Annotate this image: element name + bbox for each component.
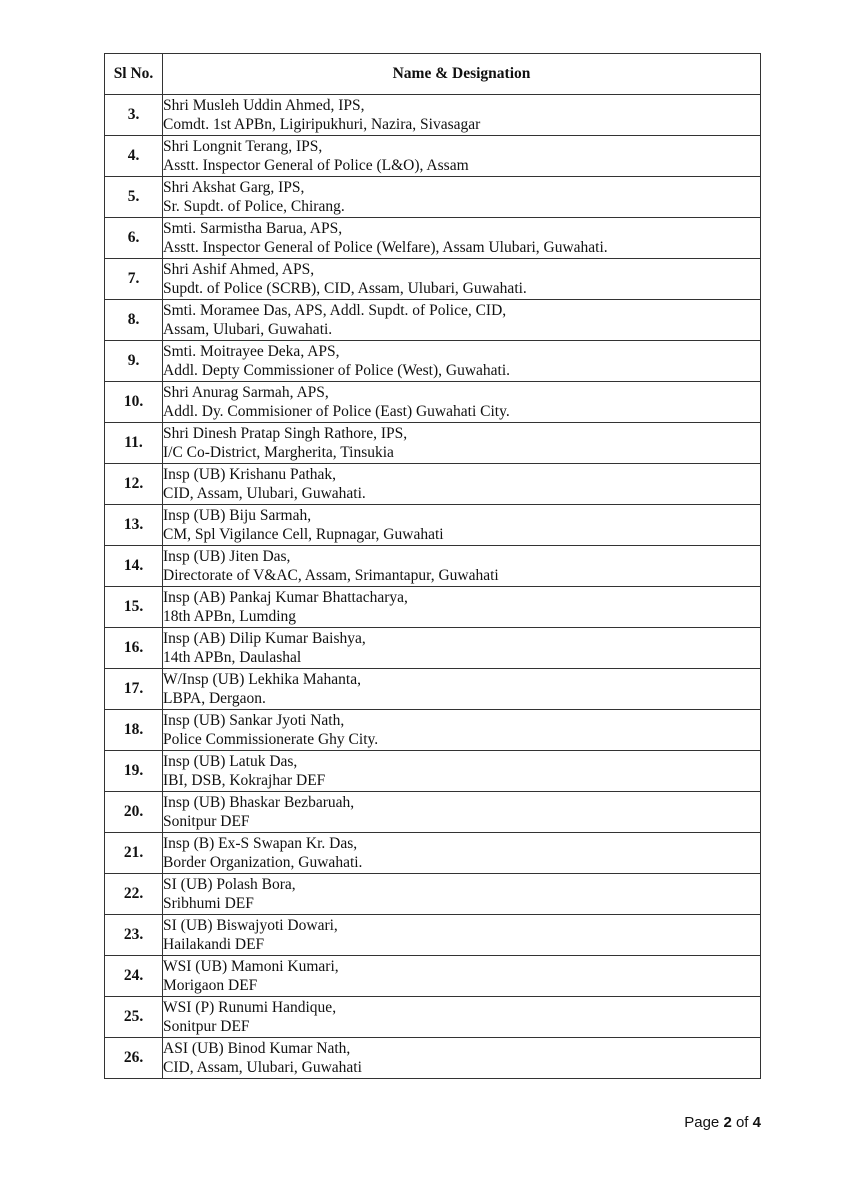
table-row [105, 218, 761, 259]
name-designation-cell [163, 341, 761, 382]
sl-number: 13. [105, 505, 163, 546]
page-number [684, 1114, 761, 1131]
table-row [105, 628, 761, 669]
designation: Directorate of V&AC, Assam, Srimantapur, Guwahati [163, 567, 499, 584]
table-row [105, 1038, 761, 1079]
designation: CID, Assam, Ulubari, Guwahati. [163, 485, 366, 502]
table-row [105, 259, 761, 300]
nominee-table [104, 53, 761, 1079]
name-designation-cell [163, 710, 761, 751]
table-row [105, 669, 761, 710]
sl-number: 21. [105, 833, 163, 874]
name-designation-cell [163, 546, 761, 587]
table-row [105, 874, 761, 915]
current-page: 2 [723, 1114, 732, 1131]
sl-number: 12. [105, 464, 163, 505]
name-designation-cell [163, 300, 761, 341]
name-designation-cell [163, 792, 761, 833]
person-name: WSI (P) Runumi Handique, [163, 998, 337, 1016]
table-row [105, 423, 761, 464]
sl-number: 20. [105, 792, 163, 833]
page-of-label: of [735, 1114, 749, 1131]
person-name: Insp (AB) Dilip Kumar Baishya, [163, 629, 366, 647]
name-designation-cell [163, 1038, 761, 1079]
designation: CM, Spl Vigilance Cell, Rupnagar, Guwahati [163, 526, 444, 543]
designation: Asstt. Inspector General of Police (Welfare), Assam Ulubari, Guwahati. [163, 239, 608, 256]
table-row [105, 95, 761, 136]
designation: Sonitpur DEF [163, 813, 250, 830]
table-row [105, 136, 761, 177]
table-row [105, 177, 761, 218]
designation: Comdt. 1st APBn, Ligiripukhuri, Nazira, Sivasagar [163, 116, 481, 133]
sl-number: 7. [105, 259, 163, 300]
sl-number: 3. [105, 95, 163, 136]
designation: Border Organization, Guwahati. [163, 854, 363, 871]
table-row [105, 546, 761, 587]
name-designation-cell [163, 751, 761, 792]
person-name: Shri Anurag Sarmah, APS, [163, 383, 329, 401]
table-row [105, 792, 761, 833]
person-name: SI (UB) Biswajyoti Dowari, [163, 916, 338, 934]
name-designation-cell [163, 464, 761, 505]
name-designation-cell [163, 833, 761, 874]
person-name: Shri Musleh Uddin Ahmed, IPS, [163, 96, 365, 114]
sl-number: 15. [105, 587, 163, 628]
sl-number: 16. [105, 628, 163, 669]
page-label: Page [684, 1114, 720, 1131]
table-row [105, 382, 761, 423]
name-designation-cell [163, 177, 761, 218]
table-row [105, 751, 761, 792]
table-row [105, 956, 761, 997]
sl-number: 23. [105, 915, 163, 956]
table-row [105, 341, 761, 382]
sl-number: 17. [105, 669, 163, 710]
designation: Morigaon DEF [163, 977, 258, 994]
person-name: SI (UB) Polash Bora, [163, 875, 296, 893]
person-name: Insp (UB) Latuk Das, [163, 752, 298, 770]
person-name: Insp (UB) Sankar Jyoti Nath, [163, 711, 345, 729]
person-name: ASI (UB) Binod Kumar Nath, [163, 1039, 351, 1057]
person-name: Shri Longnit Terang, IPS, [163, 137, 323, 155]
person-name: Shri Dinesh Pratap Singh Rathore, IPS, [163, 424, 408, 442]
name-designation-cell [163, 505, 761, 546]
sl-number: 18. [105, 710, 163, 751]
name-designation-cell [163, 259, 761, 300]
designation: Supdt. of Police (SCRB), CID, Assam, Ulubari, Guwahati. [163, 280, 527, 297]
name-designation-cell [163, 382, 761, 423]
person-name: W/Insp (UB) Lekhika Mahanta, [163, 670, 361, 688]
designation: Assam, Ulubari, Guwahati. [163, 321, 333, 338]
name-designation-cell [163, 218, 761, 259]
sl-number: 25. [105, 997, 163, 1038]
designation: I/C Co-District, Margherita, Tinsukia [163, 444, 394, 461]
sl-number: 4. [105, 136, 163, 177]
sl-no-header: Sl No. [105, 54, 163, 95]
person-name: Smti. Moramee Das, APS, Addl. Supdt. of Police, CID, [163, 301, 507, 319]
designation: Sribhumi DEF [163, 895, 254, 912]
person-name: Smti. Sarmistha Barua, APS, [163, 219, 343, 237]
person-name: Insp (B) Ex-S Swapan Kr. Das, [163, 834, 358, 852]
designation: Hailakandi DEF [163, 936, 265, 953]
person-name: Insp (UB) Jiten Das, [163, 547, 291, 565]
designation: 14th APBn, Daulashal [163, 649, 302, 666]
name-designation-cell [163, 628, 761, 669]
name-designation-cell [163, 423, 761, 464]
name-designation-cell [163, 874, 761, 915]
table-row [105, 300, 761, 341]
sl-number: 24. [105, 956, 163, 997]
sl-number: 22. [105, 874, 163, 915]
sl-number: 14. [105, 546, 163, 587]
person-name: Insp (UB) Krishanu Pathak, [163, 465, 337, 483]
name-designation-cell [163, 136, 761, 177]
person-name: Insp (UB) Bhaskar Bezbaruah, [163, 793, 355, 811]
designation: Police Commissionerate Ghy City. [163, 731, 379, 748]
name-designation-cell [163, 669, 761, 710]
person-name: Shri Akshat Garg, IPS, [163, 178, 305, 196]
table-row [105, 464, 761, 505]
name-designation-cell [163, 915, 761, 956]
table-header-row [105, 54, 761, 95]
sl-number: 9. [105, 341, 163, 382]
person-name: Insp (UB) Biju Sarmah, [163, 506, 312, 524]
person-name: WSI (UB) Mamoni Kumari, [163, 957, 339, 975]
table-body [105, 95, 761, 1079]
table-row [105, 915, 761, 956]
sl-number: 19. [105, 751, 163, 792]
person-name: Smti. Moitrayee Deka, APS, [163, 342, 340, 360]
designation: Sonitpur DEF [163, 1018, 250, 1035]
table-row [105, 833, 761, 874]
designation: Addl. Dy. Commisioner of Police (East) Guwahati City. [163, 403, 510, 420]
designation: 18th APBn, Lumding [163, 608, 297, 625]
designation: IBI, DSB, Kokrajhar DEF [163, 772, 326, 789]
table-row [105, 505, 761, 546]
name-designation-cell [163, 956, 761, 997]
sl-number: 10. [105, 382, 163, 423]
table-row [105, 710, 761, 751]
person-name: Insp (AB) Pankaj Kumar Bhattacharya, [163, 588, 408, 606]
person-name: Shri Ashif Ahmed, APS, [163, 260, 315, 278]
name-designation-cell [163, 587, 761, 628]
sl-number: 26. [105, 1038, 163, 1079]
name-designation-header: Name & Designation [163, 54, 761, 95]
table-row [105, 997, 761, 1038]
table-row [105, 587, 761, 628]
designation: Addl. Depty Commissioner of Police (West), Guwahati. [163, 362, 511, 379]
total-pages: 4 [752, 1114, 761, 1131]
designation: LBPA, Dergaon. [163, 690, 266, 707]
designation: Asstt. Inspector General of Police (L&O), Assam [163, 157, 469, 174]
sl-number: 8. [105, 300, 163, 341]
sl-number: 11. [105, 423, 163, 464]
designation: Sr. Supdt. of Police, Chirang. [163, 198, 345, 215]
designation: CID, Assam, Ulubari, Guwahati [163, 1059, 362, 1076]
sl-number: 5. [105, 177, 163, 218]
name-designation-cell [163, 95, 761, 136]
name-designation-cell [163, 997, 761, 1038]
sl-number: 6. [105, 218, 163, 259]
